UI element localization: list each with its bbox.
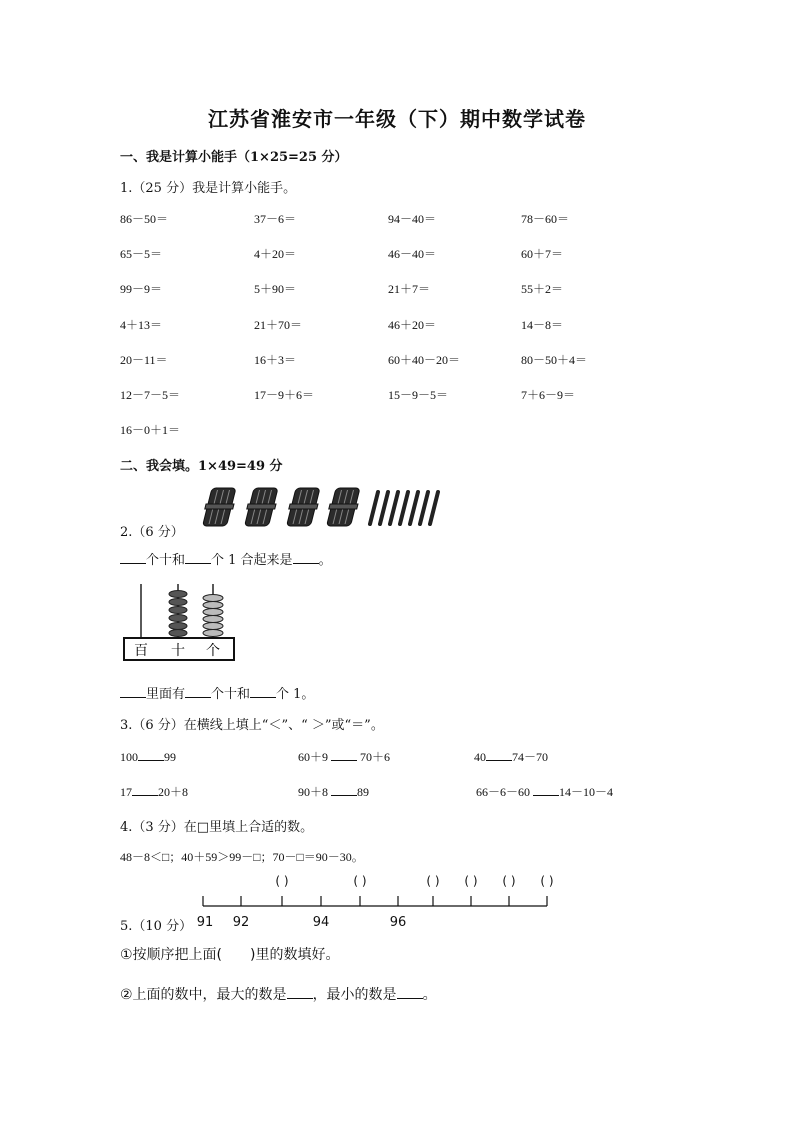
compare-left: 90＋8 (298, 785, 329, 799)
question-2-label: 2.（6 分） (120, 525, 184, 540)
calc-item: 94－40＝ (388, 212, 437, 226)
question-1-label: 1.（25 分）我是计算小能手。 (120, 181, 297, 196)
calc-item: 4＋13＝ (120, 318, 163, 332)
calc-item: 46＋20＝ (388, 318, 437, 332)
calc-item: 7＋6－9＝ (521, 388, 576, 402)
calc-item: 14－8＝ (521, 318, 564, 332)
compare-item (476, 783, 613, 800)
question-2-line-1 (120, 549, 332, 568)
compare-right: 20＋8 (158, 785, 189, 799)
compare-right: 89 (357, 785, 370, 799)
number-line (195, 870, 555, 932)
question-4-label: 4.（3 分）在□里填上合适的数。 (120, 820, 314, 835)
compare-item (298, 783, 369, 800)
q2-text: 个 1。 (276, 687, 315, 702)
compare-left: 100 (120, 750, 138, 764)
q5-text: 。 (422, 987, 437, 1003)
paren-blank[interactable]: ( ) (502, 874, 516, 888)
q5-text: ，最小的数是 (312, 987, 397, 1003)
q2-text: 个 1 合起来是 (211, 553, 293, 568)
page-title: 江苏省淮安市一年级（下）期中数学试卷 (208, 107, 586, 131)
compare-right: 70＋6 (360, 750, 391, 764)
calc-item: 78－60＝ (521, 212, 570, 226)
tick-label: 91 (196, 915, 214, 930)
compare-blank[interactable] (533, 783, 559, 796)
q2-text: 个十和 (146, 553, 186, 568)
calc-item: 21＋7＝ (388, 282, 431, 296)
paren-blank[interactable]: ( ) (275, 874, 289, 888)
compare-item (298, 748, 390, 765)
tick-label: 92 (232, 915, 250, 930)
tick-label: 94 (312, 915, 330, 930)
calc-item: 37－6＝ (254, 212, 297, 226)
abacus-label-shi: 十 (171, 643, 185, 659)
calc-item: 15－9－5＝ (388, 388, 449, 402)
compare-left: 17 (120, 785, 132, 799)
question-3-label: 3.（6 分）在横线上填上“＜”、“ ＞”或“＝”。 (120, 718, 384, 733)
question-5-sub-1: ①按顺序把上面( )里的数填好。 (120, 947, 340, 963)
calc-item: 60＋40－20＝ (388, 353, 461, 367)
compare-item (120, 783, 188, 800)
calc-item: 17－9＋6＝ (254, 388, 315, 402)
calc-item: 20－11＝ (120, 353, 168, 367)
calc-item: 99－9＝ (120, 282, 163, 296)
q2-text: 里面有 (146, 687, 186, 702)
section-2-heading: 二、我会填。1×49=49 分 (120, 459, 283, 474)
abacus-label-bai: 百 (134, 643, 148, 659)
calc-item: 4＋20＝ (254, 247, 297, 261)
answer-blank[interactable] (185, 551, 211, 564)
answer-blank[interactable] (185, 685, 211, 698)
compare-item (120, 748, 176, 765)
compare-right: 14－10－4 (559, 785, 614, 799)
compare-left: 40 (474, 750, 486, 764)
compare-left: 66－6－60 (476, 785, 531, 799)
answer-blank[interactable] (120, 551, 146, 564)
answer-blank[interactable] (397, 986, 423, 999)
calc-item: 5＋90＝ (254, 282, 297, 296)
paren-blank[interactable]: ( ) (464, 874, 478, 888)
answer-blank[interactable] (120, 685, 146, 698)
compare-blank[interactable] (331, 748, 357, 761)
calc-item: 21＋70＝ (254, 318, 303, 332)
calc-item: 86－50＝ (120, 212, 169, 226)
question-4-text: 48－8＜□；40＋59＞99－□；70－□＝90－30。 (120, 850, 364, 864)
calc-item: 16＋3＝ (254, 353, 297, 367)
calc-item: 12－7－5＝ (120, 388, 181, 402)
q5-text: ②上面的数中，最大的数是 (120, 987, 287, 1003)
abacus-image (121, 580, 237, 664)
answer-blank[interactable] (293, 551, 319, 564)
compare-item (474, 748, 548, 765)
paren-blank[interactable]: ( ) (426, 874, 440, 888)
answer-blank[interactable] (250, 685, 276, 698)
compare-left: 60＋9 (298, 750, 329, 764)
question-5-sub-2 (120, 984, 437, 1004)
calc-item: 65－5＝ (120, 247, 163, 261)
calc-item: 16－0＋1＝ (120, 423, 181, 437)
abacus-label-ge: 个 (206, 643, 220, 659)
compare-blank[interactable] (138, 748, 164, 761)
calc-item: 60＋7＝ (521, 247, 564, 261)
q2-text: 。 (318, 553, 332, 568)
calc-item: 80－50＋4＝ (521, 353, 588, 367)
stick-bundles-image (190, 484, 445, 530)
compare-right: 74－70 (512, 750, 549, 764)
q2-text: 个十和 (211, 687, 251, 702)
compare-right: 99 (164, 750, 176, 764)
answer-blank[interactable] (287, 986, 313, 999)
compare-blank[interactable] (331, 783, 357, 796)
compare-blank[interactable] (486, 748, 512, 761)
tick-label: 96 (389, 915, 407, 930)
question-2-line-2 (120, 683, 314, 702)
calc-item: 46－40＝ (388, 247, 437, 261)
section-1-heading: 一、我是计算小能手（1×25=25 分） (120, 150, 348, 165)
question-5-label: 5.（10 分） (120, 919, 193, 934)
paren-blank[interactable]: ( ) (353, 874, 367, 888)
paren-blank[interactable]: ( ) (540, 874, 554, 888)
compare-blank[interactable] (132, 783, 158, 796)
calc-item: 55＋2＝ (521, 282, 564, 296)
